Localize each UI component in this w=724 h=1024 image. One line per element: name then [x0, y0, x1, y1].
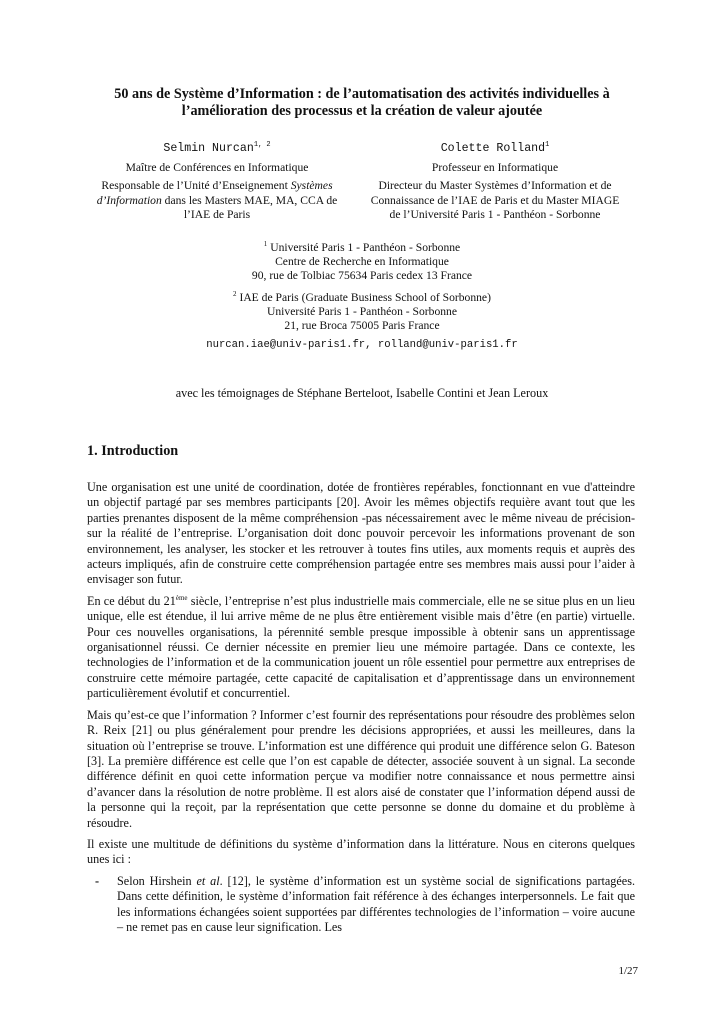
author-name: Selmin Nurcan$^{1, 2}$ — [163, 141, 271, 155]
author-block-rolland — [370, 142, 620, 223]
affiliation-1: $^1$ Université Paris 1 - Panthéon - Sorbonne Centre de Recherche en Informatique 90, rue de Tolbiac 75634 Paris cedex 13 France — [251, 240, 473, 282]
author-responsibility: Directeur du Master Systèmes d’Information et de Connaissance de l’IAE de Paris et du Master MIAGE de l’Université Paris 1 - Panthéon - Sorbonne — [370, 179, 620, 221]
paragraph: Une organisation est une unité de coordination, dotée de frontières repérables, fonctionnant en vue d'atteindre un objectif partagé par ses membres participants [20]. Avoir les mêmes objectifs requière avant tout que les parties prenantes disposent de la même compréhension -pas nécessairement avec le même niveau de précision- sur la réalité de l’entreprise. L’organisation doit donc pouvoir percevoir les informations provenant de son environnement, les analyser, les stocker et les retrouver à toutes fins utiles, aux moments requis et auprès des acteurs impliqués, afin de construire cette compréhension partagée entre ses membres mais aussi pour l’aider à envisager son futur. — [87, 480, 635, 587]
bullet-dash: - — [95, 873, 100, 888]
author-name: Colette Rolland$^1$ — [440, 141, 550, 155]
author-responsibility: Responsable de l’Unité d’Enseignement Systèmes d’Information dans les Masters MAE, MA, CCA de l’IAE de Paris — [96, 179, 338, 221]
paragraph: Il existe une multitude de définitions du système d’information dans la littérature. Nous en citerons quelques unes ici : — [87, 836, 635, 867]
title-line-2: l’amélioration des processus et la création de valeur ajoutée — [181, 103, 543, 119]
body-text — [87, 480, 635, 935]
list-item — [87, 874, 635, 936]
paper-title — [87, 86, 637, 120]
page-number: 1/27 — [618, 965, 638, 977]
paragraph: Mais qu’est-ce que l’information ? Informer c’est fournir des représentations pour résoudre des problèmes selon R. Reix [21] ou plus généralement pour prendre les décisions appropriées, et aussi les meilleures, dans la situation où l’entreprise se trouve. L’information est une différence qui produit une différence selon G. Bateson [3]. La première différence est celle que l’on est capable de détecter, associée souvent à un signal. La seconde différence définit en quoi cette information perçue va modifier notre connaissance et nous permettre ainsi d’avancer dans la résolution de notre problème. Il est alors aisé de constater que l’information dépend aussi de la personne qui la reçoit, par la représentation que cette personne se donne du domaine et du problème à résoudre. — [87, 707, 635, 830]
paragraph: En ce début du 21ème siècle, l’entreprise n’est plus industrielle mais commerciale, elle ne se situe plus en un lieu unique, elle est étendue, il lui arrive même de ne plus être entièrement visible mais d’être (en partie) virtuelle. Pour ces nouvelles organisations, la pérennité semble presque impossible à obtenir sans un apprentissage organisationnel réussi. Ce dernier nécessite en premier lieu une mémoire partagée. Dans ce contexte, les technologies de l’information et de la communication jouent un rôle essentiel pour permettre aux entreprises de construire cette mémoire partagée, cette capacité de capitalisation et d’apprentissage dans un environnement particulièrement évolutif et concurrentiel. — [87, 593, 636, 701]
affiliation-marker: 2 — [233, 290, 237, 299]
title-line-1: 50 ans de Système d’Information : de l’automatisation des activités individuelles à — [114, 86, 610, 102]
affiliation-2: $^2$ IAE de Paris (Graduate Business School of Sorbonne) Université Paris 1 - Panthéon - Sorbonne 21, rue Broca 75005 Paris France — [233, 290, 491, 332]
list-item-text: Selon Hirshein et al. [12], le système d’information est un système social de significations partagées. Dans cette définition, le système d’information fait référence à des échanges interpersonnels. Le fait que les informations échangées soient supportées par différentes technologies de l’information – voire aucune – ne remet pas en cause leur signification. Les — [117, 873, 636, 934]
author-block-nurcan — [92, 142, 342, 223]
section-heading-introduction: 1. Introduction — [87, 443, 179, 459]
author-emails: nurcan.iae@univ-paris1.fr, rolland@univ-paris1.fr — [206, 339, 518, 351]
author-superscript: 1 — [545, 141, 550, 150]
affiliation-marker: 1 — [263, 240, 268, 249]
author-role: Professeur en Informatique — [431, 160, 559, 174]
author-superscript: 1, 2 — [253, 141, 271, 150]
author-role: Maître de Conférences en Informatique — [125, 160, 309, 174]
testimony-line: avec les témoignages de Stéphane Berteloot, Isabelle Contini et Jean Leroux — [175, 386, 549, 400]
